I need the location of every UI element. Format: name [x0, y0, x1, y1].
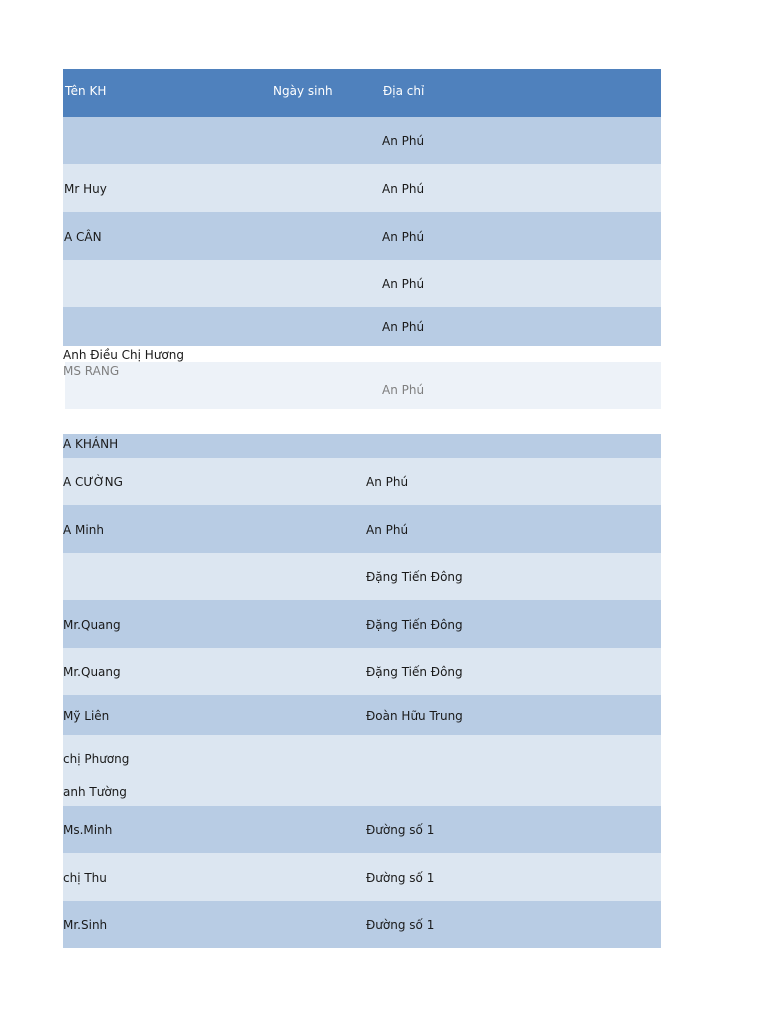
- cell-address: An Phú: [382, 134, 425, 148]
- table-row: [63, 117, 661, 164]
- cell-address: Đặng Tiến Đông: [366, 618, 463, 632]
- cell-name: Anh Điều Chị Hương: [63, 348, 184, 362]
- table-row: [63, 901, 661, 948]
- cell-name: A CƯỜNG: [63, 475, 123, 489]
- cell-name: Mr.Sinh: [63, 918, 108, 932]
- table-row: [63, 553, 661, 600]
- cell-address: An Phú: [382, 383, 425, 397]
- table-row: [63, 458, 661, 505]
- table-row: [63, 212, 661, 260]
- header-birth: Ngày sinh: [273, 84, 333, 98]
- cell-address: An Phú: [382, 277, 425, 291]
- cell-name: A KHÁNH: [63, 437, 119, 451]
- cell-address: Đặng Tiến Đông: [366, 570, 463, 584]
- table-row: [63, 648, 661, 695]
- cell-name: Mr.Quang: [63, 665, 121, 679]
- cell-name: Mr Huy: [64, 182, 107, 196]
- cell-name: MS RANG: [63, 364, 120, 378]
- table-row: [63, 806, 661, 853]
- table-row: [63, 260, 661, 307]
- table-row: [63, 346, 661, 362]
- cell-name: anh Tường: [63, 785, 127, 799]
- table-row: [63, 853, 661, 901]
- cell-name: Mỹ Liên: [63, 709, 110, 723]
- table-row: [63, 600, 661, 648]
- table-row: [63, 434, 661, 458]
- cell-name: chị Thu: [63, 871, 107, 885]
- cell-address: Đường số 1: [366, 871, 435, 885]
- cell-address: Đặng Tiến Đông: [366, 665, 463, 679]
- cell-address: An Phú: [382, 230, 425, 244]
- table-row: [65, 362, 661, 409]
- header-address: Địa chỉ: [383, 84, 425, 98]
- table-row: [63, 735, 661, 806]
- table-row: [63, 307, 661, 346]
- cell-name: Ms.Minh: [63, 823, 113, 837]
- header-name: Tên KH: [65, 84, 107, 98]
- table-row: [63, 164, 661, 212]
- cell-address: Đoàn Hữu Trung: [366, 709, 463, 723]
- cell-name: A CÂN: [64, 230, 102, 244]
- cell-name: chị Phương: [63, 752, 130, 766]
- cell-address: An Phú: [366, 523, 409, 537]
- table-row: [63, 505, 661, 553]
- table-header-row: [63, 69, 661, 117]
- table-row: [63, 695, 661, 735]
- cell-address: An Phú: [382, 182, 425, 196]
- cell-address: An Phú: [382, 320, 425, 334]
- cell-address: Đường số 1: [366, 918, 435, 932]
- cell-name: Mr.Quang: [63, 618, 121, 632]
- cell-name: A Minh: [63, 523, 104, 537]
- cell-address: Đường số 1: [366, 823, 435, 837]
- cell-address: An Phú: [366, 475, 409, 489]
